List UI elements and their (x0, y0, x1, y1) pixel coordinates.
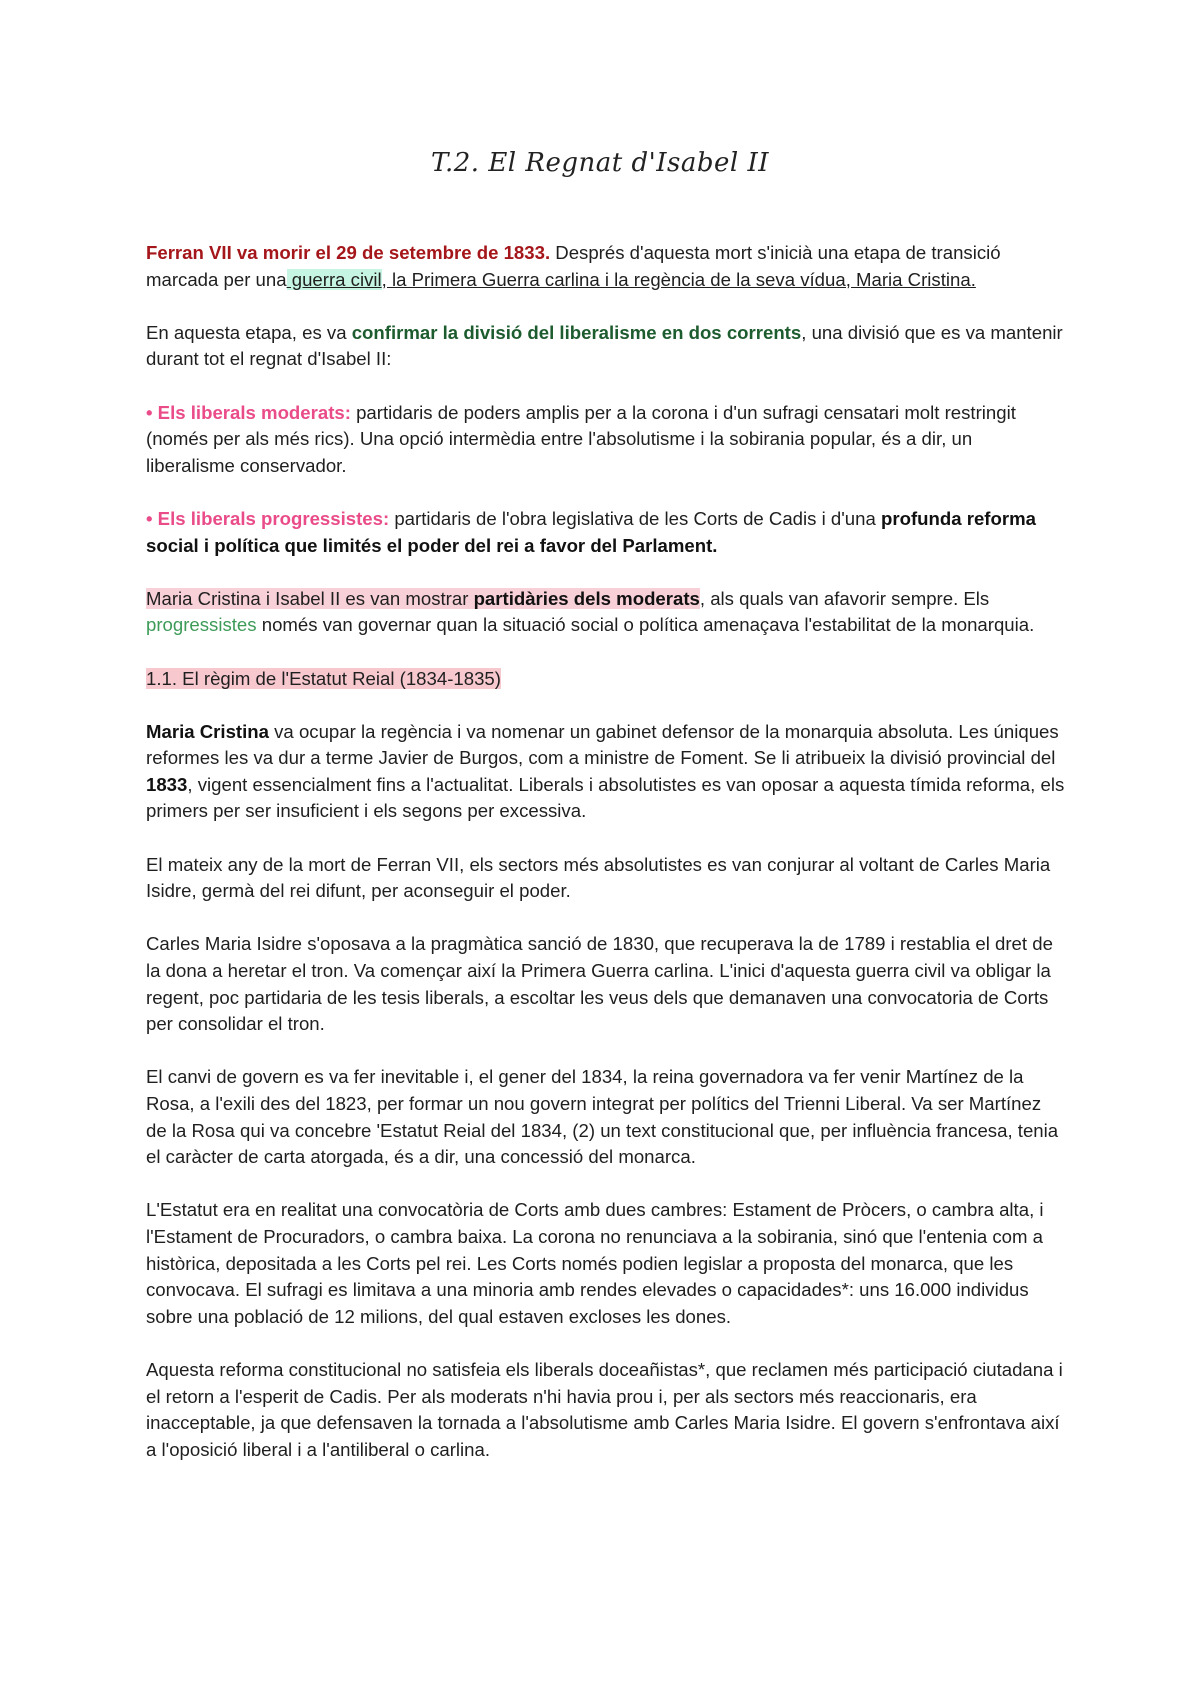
paragraph-estatut (146, 1197, 1066, 1330)
paragraph-carles (146, 852, 1066, 905)
paragraph-canvi-govern-segment: El canvi de govern es va fer inevitable i, el gener del 1834, la reina governadora va fer venir Martínez de la Rosa, a l'exili des del 1823, per formar un nou govern integrat per polítics del Trienni Liberal. Va ser Martínez de la Rosa qui va concebre 'Estatut Reial del 1834, (2) un text constitucional que, per influència francesa, tenia el caràcter de carta atorgada, és a dir, una concessió del monarca. (146, 1066, 1059, 1168)
paragraph-intro-segment: guerra civil (286, 268, 382, 290)
paragraph-regencia-segment: Maria Cristina (146, 720, 269, 742)
paragraph-regencia-segment: 1833 (146, 773, 188, 795)
paragraph-reforma (146, 1357, 1066, 1463)
paragraph-maria-cristina-segment: partidàries dels moderats (473, 587, 700, 609)
paragraph-division-segment: , una divisió que es va mantenir durant tot el regnat d'Isabel II: (146, 321, 1063, 370)
paragraph-pragmatica-segment: Carles Maria Isidre s'oposava a la pragmàtica sanció de 1830, que recuperava la de 1789 i restablia el dret de la dona a heretar el tron. Va començar així la Primera Guerra carlina. L'inici d'aquesta guerra civil va obligar la regent, poc partidaria de les tesis liberals, a escoltar les veus dels que demanaven una convocatoria de Corts per consolidar el tron. (146, 933, 1053, 1035)
paragraph-division-segment: confirmar la divisió del liberalisme en dos corrents (351, 321, 802, 343)
paragraph-reforma-segment: Aquesta reforma constitucional no satisfeia els liberals doceañistas*, que reclamen més participació ciutadana i el retorn a l'esperit de Cadis. Per als moderats n'hi havia prou i, per als sectors més reaccionaris, era inacceptable, ja que defensaven la tornada a l'absolutisme amb Carles Maria Isidre. El govern s'enfrontava així a l'oposició liberal i a l'antiliberal o carlina. (146, 1358, 1063, 1460)
paragraph-division-segment: En aquesta etapa, es va (146, 321, 352, 343)
section-heading-estatut-reial-segment: 1.1. El règim de l'Estatut Reial (1834-1835) (146, 667, 501, 689)
paragraph-intro (146, 240, 1066, 293)
paragraph-moderats (146, 400, 1066, 480)
paragraph-division (146, 320, 1066, 373)
paragraph-maria-cristina-segment: , als quals van afavorir sempre. Els (699, 587, 990, 609)
paragraph-intro-segment: Ferran VII va morir el 29 de setembre de 1833. (146, 242, 551, 263)
paragraph-progressistes-segment: profunda reforma social i política que limités el poder del rei a favor del Parlament. (146, 507, 1036, 556)
paragraph-progressistes-segment: • Els liberals progressistes: (146, 507, 390, 529)
document-body (146, 240, 1066, 1490)
paragraph-pragmatica (146, 931, 1066, 1037)
paragraph-maria-cristina (146, 586, 1066, 639)
paragraph-intro-segment: , la Primera Guerra carlina i la regència de la seva vídua, Maria Cristina. (381, 268, 976, 290)
paragraph-maria-cristina-segment: Maria Cristina i Isabel II es van mostrar (146, 587, 474, 609)
paragraph-regencia (146, 719, 1066, 825)
paragraph-progressistes-segment: partidaris de l'obra legislativa de les Corts de Cadis i d'una (389, 507, 881, 529)
paragraph-canvi-govern (146, 1064, 1066, 1170)
paragraph-maria-cristina-segment: progressistes (146, 614, 257, 636)
paragraph-progressistes (146, 506, 1066, 559)
paragraph-regencia-segment: va ocupar la regència i va nomenar un gabinet defensor de la monarquia absoluta. Les úniques reformes les va dur a terme Javier de Burgos, com a ministre de Foment. Se li atribueix la divisió provincial del (146, 720, 1059, 769)
paragraph-carles-segment: El mateix any de la mort de Ferran VII, els sectors més absolutistes es van conjurar al voltant de Carles Maria Isidre, germà del rei difunt, per aconseguir el poder. (146, 853, 1051, 902)
paragraph-intro-segment: Després d'aquesta mort s'inicià una etapa de transició marcada per una (146, 242, 1001, 290)
section-heading-estatut-reial (146, 666, 1066, 693)
paragraph-moderats-segment: • Els liberals moderats: (146, 401, 351, 423)
paragraph-regencia-segment: , vigent essencialment fins a l'actualitat. Liberals i absolutistes es van oposar a aquesta tímida reforma, els primers per ser insuficient i els segons per excessiva. (146, 773, 1065, 822)
paragraph-maria-cristina-segment: només van governar quan la situació social o política amenaçava l'estabilitat de la monarquia. (256, 614, 1035, 636)
page-title: T.2. El Regnat d'Isabel II (430, 148, 770, 178)
paragraph-estatut-segment: L'Estatut era en realitat una convocatòria de Corts amb dues cambres: Estament de Pròcers, o cambra alta, i l'Estament de Procuradors, o cambra baixa. La corona no renunciava a la sobirania, sinó que l'entenia com a històrica, depositada a les Corts pel rei. Les Corts només podien legislar a proposta del monarca, que les convocava. El sufragi es limitava a una minoria amb rendes elevades o capacidades*: uns 16.000 individus sobre una població de 12 milions, del qual estaven excloses les dones. (146, 1199, 1044, 1327)
paragraph-moderats-segment: partidaris de poders amplis per a la corona i d'un sufragi censatari molt restringit (només per als més rics). Una opció intermèdia entre l'absolutisme i la sobirania popular, és a dir, un liberalisme conservador. (146, 401, 1016, 476)
